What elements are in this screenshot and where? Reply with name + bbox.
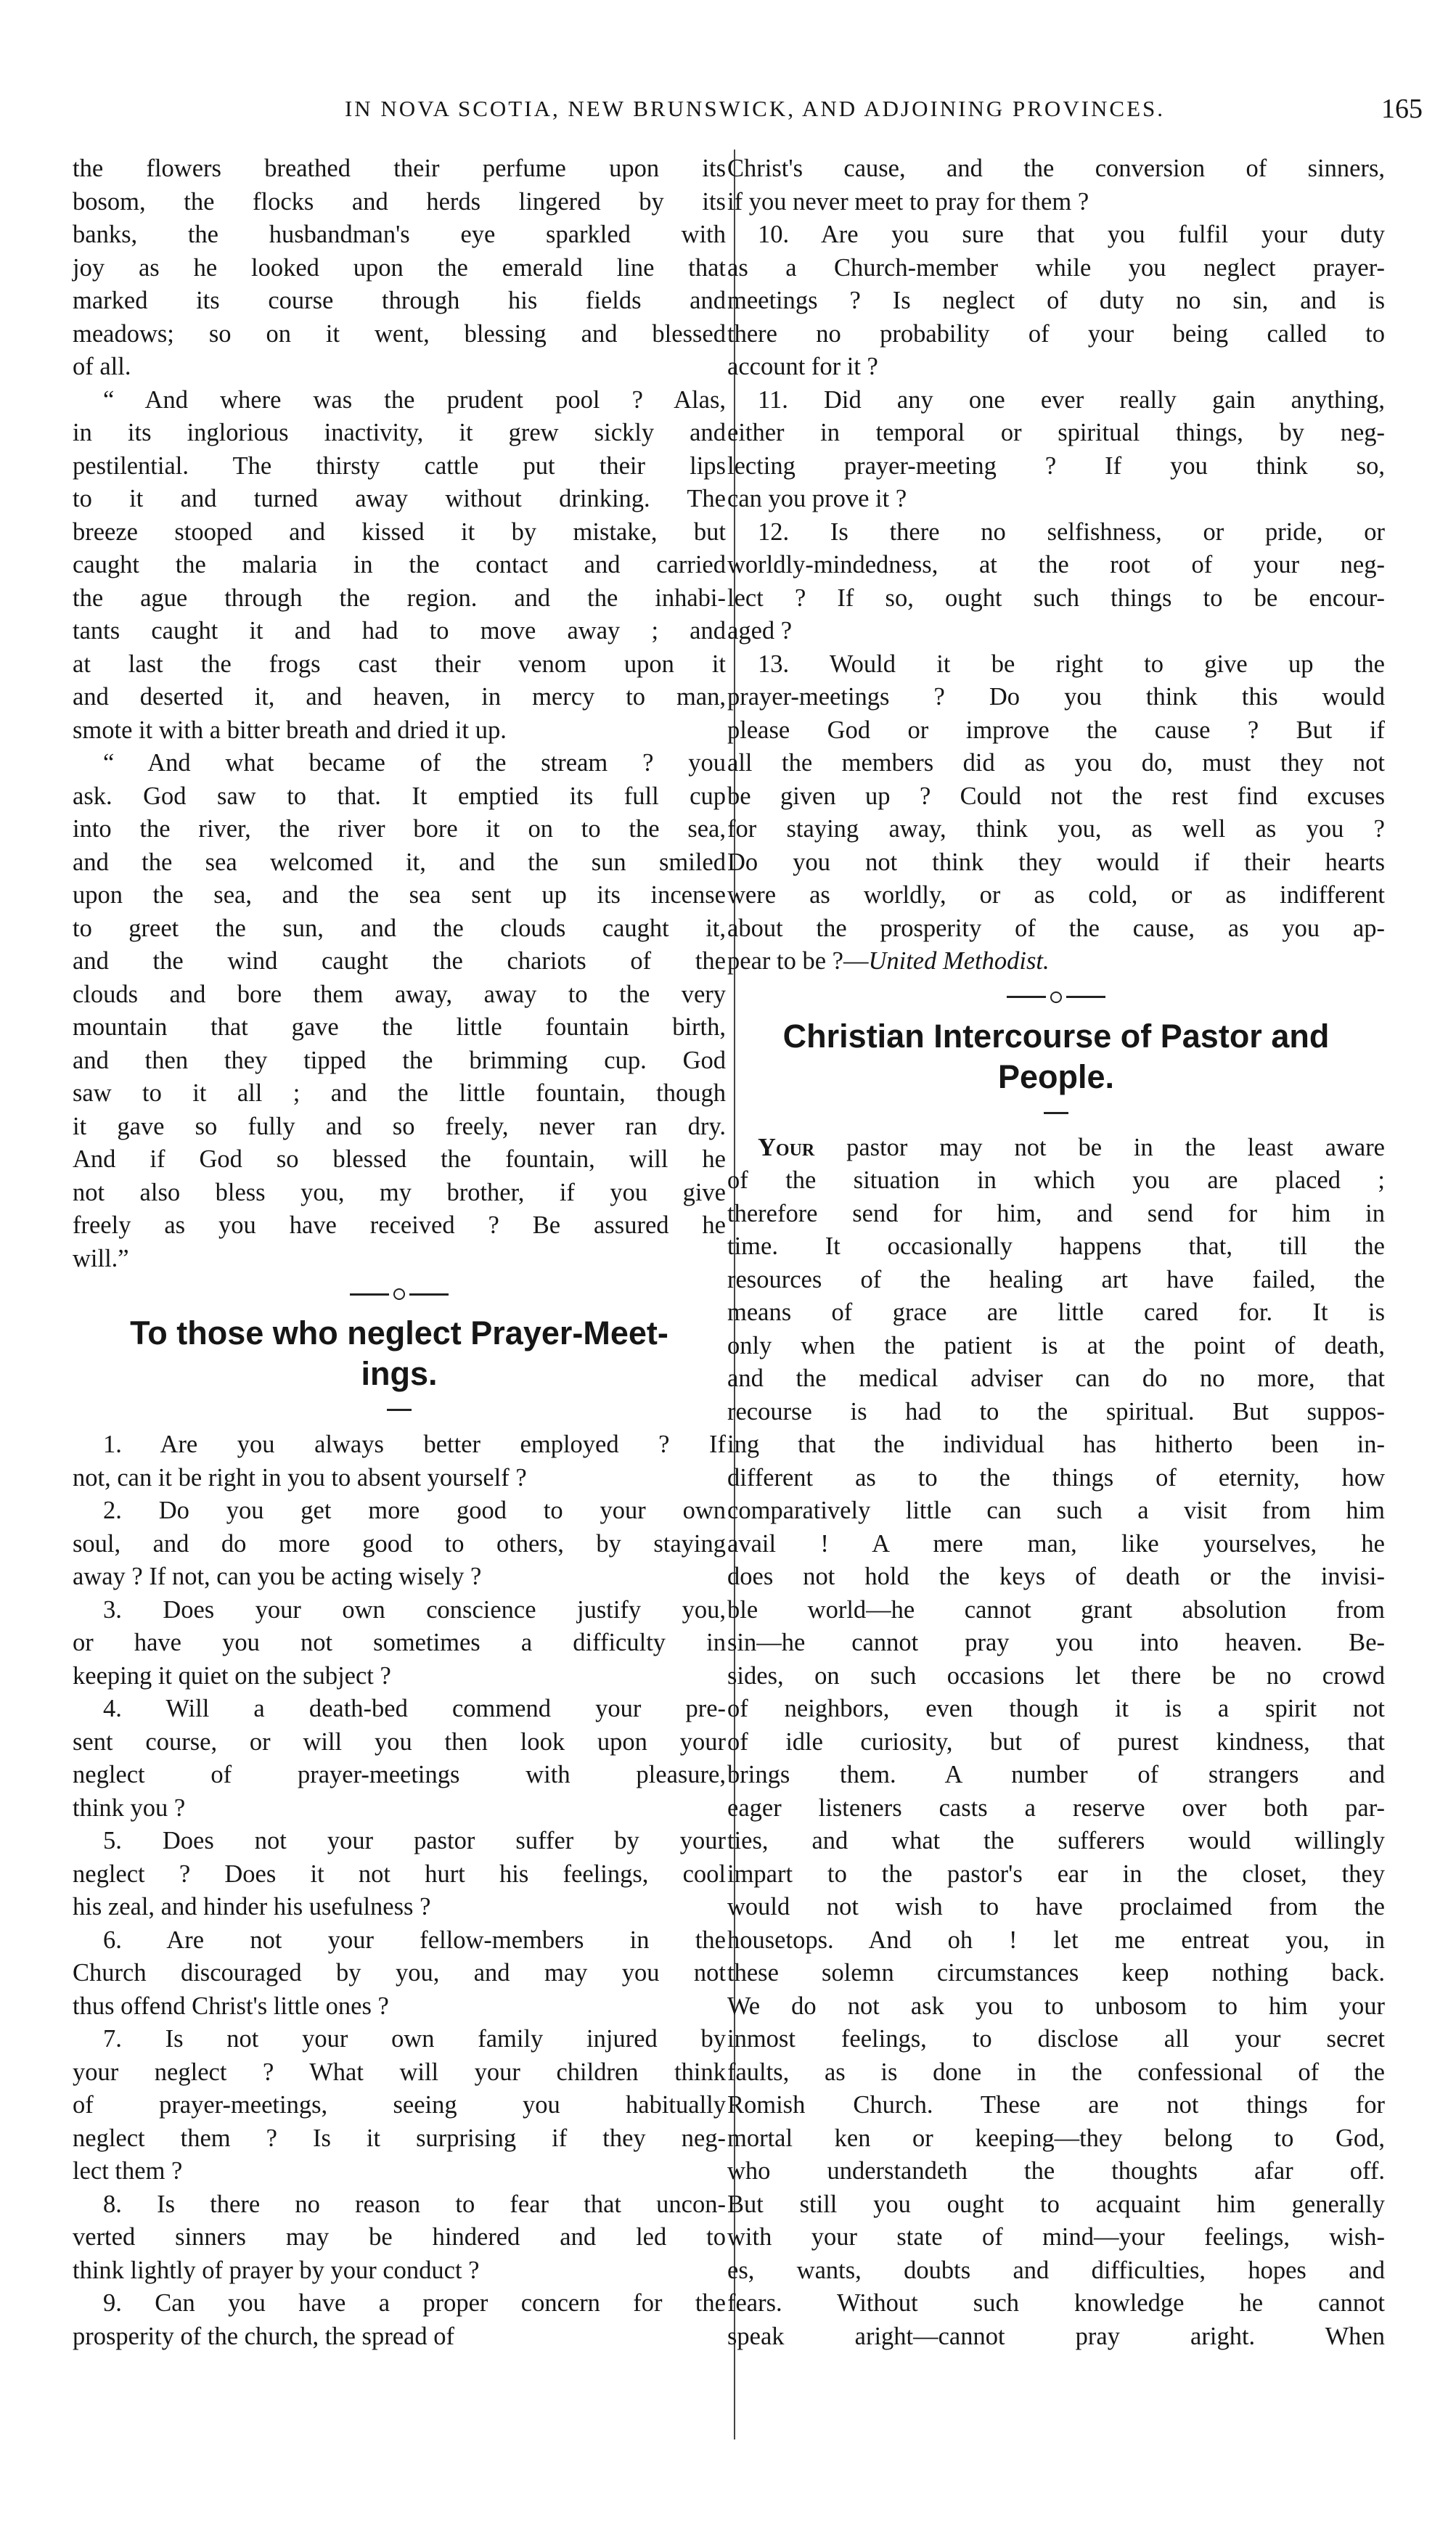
- text-line: think lightly of prayer by your conduct ?: [73, 2256, 480, 2284]
- text-line: freely as you have received ? Be assured he: [73, 1211, 726, 1239]
- text-line: impart to the pastor's ear in the closet, they: [727, 1860, 1385, 1888]
- text-line: We do not ask you to unbosom to him your: [727, 1992, 1385, 2020]
- text-line: and the sea welcomed it, and the sun smiled: [73, 848, 726, 876]
- text-line: 10. Are you sure that you fulfil your duty: [758, 221, 1385, 248]
- text-line: 13. Would it be right to give up the: [758, 650, 1385, 678]
- question-item: [73, 2287, 726, 2353]
- text-line: into the river, the river bore it on to the sea,: [73, 815, 726, 843]
- text-line: “ And what became of the stream ? you: [103, 749, 726, 777]
- text-line: ask. God saw to that. It emptied its full cup: [73, 782, 726, 810]
- text-line: recourse is had to the spiritual. But suppos-: [727, 1397, 1385, 1426]
- question-item: [727, 384, 1385, 516]
- text-line: faults, as is done in the confessional of the: [727, 2058, 1385, 2086]
- text-line: were as worldly, or as cold, or as indifferent: [727, 881, 1385, 909]
- question-item: [727, 218, 1385, 384]
- text-line: saw to it all ; and the little fountain, though: [73, 1079, 726, 1107]
- text-line: resources of the healing art have failed, the: [727, 1265, 1385, 1293]
- text-line: sin—he cannot pray you into heaven. Be-: [727, 1629, 1385, 1656]
- question-item: [73, 1693, 726, 1825]
- text-line: prosperity of the church, the spread of: [73, 2322, 454, 2350]
- text-line: of all.: [73, 353, 131, 380]
- title-line: People.: [997, 1058, 1115, 1095]
- text-line: away ? If not, can you be acting wisely ?: [73, 1563, 482, 1590]
- text-line: breeze stooped and kissed it by mistake, but: [73, 518, 726, 546]
- text-line: means of grace are little cared for. It is: [727, 1298, 1385, 1326]
- text-line: as a Church-member while you neglect prayer-: [727, 253, 1385, 282]
- text-line: account for it ?: [727, 353, 878, 380]
- text-line: And if God so blessed the fountain, will he: [73, 1145, 726, 1173]
- text-line: eager listeners casts a reserve over both par-: [727, 1793, 1385, 1822]
- text-line: verted sinners may be hindered and led to: [73, 2223, 726, 2251]
- title-dash: [1044, 1112, 1068, 1114]
- text-line: soul, and do more good to others, by staying: [73, 1529, 726, 1558]
- text-line: and the wind caught the chariots of the: [73, 947, 726, 975]
- attribution-line: [727, 945, 1385, 978]
- question-item: [73, 1494, 726, 1594]
- text-line: pestilential. The thirsty cattle put their lips: [73, 451, 726, 480]
- article-title-prayer-meetings: [73, 1313, 726, 1394]
- text-line: 12. Is there no selfishness, or pride, or: [758, 518, 1385, 546]
- text-line: will.”: [73, 1244, 129, 1272]
- text-line: 9. Can you have a proper concern for the: [103, 2289, 726, 2317]
- text-line: to greet the sun, and the clouds caught it,: [73, 914, 726, 942]
- question-item: [73, 1825, 726, 1924]
- text-line: prayer-meetings ? Do you think this would: [727, 683, 1385, 711]
- text-line: only when the patient is at the point of death,: [727, 1331, 1385, 1359]
- text-line: time. It occasionally happens that, till the: [727, 1232, 1385, 1260]
- text-line: lecting prayer-meeting ? If you think so,: [727, 451, 1385, 480]
- text-line: of prayer-meetings, seeing you habitually: [73, 2091, 726, 2119]
- text-line: 5. Does not your pastor suffer by your: [103, 1827, 726, 1854]
- question-item: [73, 1924, 726, 2024]
- paragraph-body: [727, 1164, 1385, 2353]
- text-line: not also bless you, my brother, if you give: [73, 1178, 726, 1206]
- text-line: 2. Do you get more good to your own: [103, 1497, 726, 1524]
- text-line: there no probability of your being called to: [727, 319, 1385, 348]
- text-line: “ And where was the prudent pool ? Alas,: [103, 385, 726, 414]
- text-line: Christ's cause, and the conversion of sinners,: [727, 155, 1385, 182]
- text-line: Your pastor may not be in the least aware: [758, 1133, 1385, 1161]
- text-line: avail ! A mere man, like yourselves, he: [727, 1529, 1385, 1558]
- running-head: IN NOVA SCOTIA, NEW BRUNSWICK, AND ADJOINING PROVINCES.: [344, 96, 1166, 121]
- text-line: banks, the husbandman's eye sparkled with: [73, 221, 726, 248]
- left-column: [73, 152, 726, 2353]
- text-line: caught the malaria in the contact and carried: [73, 551, 726, 578]
- text-line: it gave so fully and so freely, never ran dry.: [73, 1112, 726, 1140]
- text-line: with your state of mind—your feelings, wish-: [727, 2223, 1385, 2251]
- text-line: lect ? If so, ought such things to be encour-: [727, 584, 1385, 612]
- text-line: would not wish to have proclaimed from the: [727, 1893, 1385, 1921]
- text-line: inmost feelings, to disclose all your secret: [727, 2025, 1385, 2053]
- paragraph-pastor: [727, 1132, 1385, 2354]
- text-line: neglect ? Does it not hurt his feelings, cool: [73, 1860, 726, 1888]
- text-line: be given up ? Could not the rest find excuses: [727, 782, 1385, 810]
- text-line: or have you not sometimes a difficulty in: [73, 1629, 726, 1656]
- section-divider: [727, 978, 1385, 1012]
- question-item: [727, 152, 1385, 218]
- text-line: can you prove it ?: [727, 485, 907, 512]
- text-line: who understandeth the thoughts afar off.: [727, 2157, 1385, 2185]
- title-line: Christian Intercourse of Pastor and: [782, 1017, 1330, 1055]
- text-line: 4. Will a death-bed commend your pre-: [103, 1695, 726, 1722]
- text-line: please God or improve the cause ? But if: [727, 716, 1385, 744]
- text-line: ties, and what the sufferers would willingly: [727, 1827, 1385, 1854]
- text-line: in its inglorious inactivity, it grew sickly and: [73, 419, 726, 446]
- text-line: and then they tipped the brimming cup. God: [73, 1046, 726, 1074]
- text-line: pear to be ?—United Methodist.: [727, 947, 1050, 975]
- question-item: [73, 2188, 726, 2288]
- text-line: 11. Did any one ever really gain anything,: [758, 385, 1385, 414]
- text-line: comparatively little can such a visit from him: [727, 1497, 1385, 1524]
- text-line: upon the sea, and the sea sent up its incense: [73, 881, 726, 909]
- source-attribution: United Methodist.: [868, 947, 1050, 975]
- text-line: the ague through the region. and the inhabi-: [73, 584, 726, 612]
- title-line: To those who neglect Prayer-Meet-: [130, 1314, 668, 1351]
- text-line: bosom, the flocks and herds lingered by its: [73, 187, 726, 216]
- text-line: meetings ? Is neglect of duty no sin, and is: [727, 287, 1385, 314]
- text-line: But still you ought to acquaint him generally: [727, 2190, 1385, 2218]
- text-line: sides, on such occasions let there be no crowd: [727, 1661, 1385, 1690]
- text-line: fears. Without such knowledge he cannot: [727, 2289, 1385, 2317]
- text-line: marked its course through his fields and: [73, 287, 726, 314]
- text-line: 3. Does your own conscience justify you,: [103, 1595, 726, 1624]
- text-line: for staying away, think you, as well as you ?: [727, 815, 1385, 843]
- text-line: to it and turned away without drinking. The: [73, 485, 726, 512]
- text-line: thus offend Christ's little ones ?: [73, 1992, 389, 2020]
- text-line: speak aright—cannot pray aright. When: [727, 2322, 1385, 2350]
- text-line: 8. Is there no reason to fear that uncon-: [103, 2190, 726, 2218]
- text-line: joy as he looked upon the emerald line that: [73, 253, 726, 282]
- page-number: 165: [1381, 94, 1423, 124]
- text-line: keeping it quiet on the subject ?: [73, 1661, 391, 1690]
- first-word: Your: [758, 1133, 815, 1161]
- text-line: 1. Are you always better employed ? If: [103, 1431, 726, 1458]
- title-dash: [387, 1409, 412, 1411]
- text-line: of the situation in which you are placed ;: [727, 1166, 1385, 1194]
- text-line: and the medical adviser can do no more, that: [727, 1365, 1385, 1392]
- text-line: and deserted it, and heaven, in mercy to man,: [73, 683, 726, 711]
- numbered-questions: [73, 1428, 726, 2353]
- question-item: [727, 648, 1385, 946]
- text-line: lect them ?: [73, 2157, 183, 2185]
- text-line: Do you not think they would if their hearts: [727, 848, 1385, 876]
- text-line: about the prosperity of the cause, as you ap-: [727, 914, 1385, 942]
- text-line: different as to the things of eternity, how: [727, 1463, 1385, 1492]
- text-line: aged ?: [727, 617, 793, 645]
- text-line: think you ?: [73, 1793, 186, 1822]
- question-item: [73, 2023, 726, 2188]
- text-line: either in temporal or spiritual things, by neg-: [727, 419, 1385, 446]
- text-line: meadows; so on it went, blessing and blessed: [73, 319, 726, 348]
- text-line: not, can it be right in you to absent yourself ?: [73, 1463, 527, 1492]
- text-line: neglect of prayer-meetings with pleasure,: [73, 1761, 726, 1788]
- right-column: [727, 152, 1385, 2353]
- text-line: your neglect ? What will your children think: [73, 2058, 726, 2086]
- section-divider: [73, 1275, 726, 1309]
- text-line: if you never meet to pray for them ?: [727, 187, 1089, 216]
- text-line: mortal ken or keeping—they belong to God,: [727, 2124, 1385, 2152]
- text-line: es, wants, doubts and difficulties, hopes and: [727, 2256, 1385, 2284]
- text-line: ing that the individual has hitherto been in-: [727, 1431, 1385, 1458]
- page-header: [73, 96, 1423, 139]
- text-line: brings them. A number of strangers and: [727, 1761, 1385, 1788]
- text-line: worldly-mindedness, at the root of your neg-: [727, 551, 1385, 578]
- text-line: therefore send for him, and send for him in: [727, 1199, 1385, 1227]
- question-item: [73, 1594, 726, 1693]
- text-line: does not hold the keys of death or the invisi-: [727, 1563, 1385, 1590]
- text-line: Romish Church. These are not things for: [727, 2091, 1385, 2119]
- paragraph-stream: [73, 747, 726, 1275]
- text-line: of idle curiosity, but of purest kindness, that: [727, 1727, 1385, 1756]
- text-line: Church discouraged by you, and may you not: [73, 1959, 726, 1987]
- text-line: his zeal, and hinder his usefulness ?: [73, 1893, 431, 1921]
- numbered-questions-continued: [727, 152, 1385, 945]
- text-line: of neighbors, even though it is a spirit not: [727, 1695, 1385, 1722]
- text-line: tants caught it and had to move away ; and: [73, 617, 726, 645]
- article-title-pastor-people: [727, 1016, 1385, 1097]
- text-line: 7. Is not your own family injured by: [103, 2025, 726, 2053]
- text-line: housetops. And oh ! let me entreat you, in: [727, 1926, 1385, 1954]
- text-line: neglect them ? Is it surprising if they neg-: [73, 2124, 726, 2152]
- paragraph-flowers: [73, 152, 726, 384]
- text-line: 6. Are not your fellow-members in the: [103, 1926, 726, 1954]
- text-line: ble world—he cannot grant absolution from: [727, 1595, 1385, 1624]
- text-line: the flowers breathed their perfume upon its: [73, 155, 726, 182]
- text-line: smote it with a bitter breath and dried it up.: [73, 716, 507, 744]
- paragraph-prudent-pool: [73, 384, 726, 748]
- question-item: [727, 516, 1385, 648]
- text-line: at last the frogs cast their venom upon it: [73, 650, 726, 678]
- text-line: these solemn circumstances keep nothing back.: [727, 1959, 1385, 1987]
- text-line: all the members did as you do, must they not: [727, 749, 1385, 777]
- text-line: mountain that gave the little fountain birth,: [73, 1013, 726, 1041]
- question-item: [73, 1428, 726, 1494]
- title-line: ings.: [361, 1355, 438, 1392]
- text-line: clouds and bore them away, away to the very: [73, 980, 726, 1008]
- text-line: sent course, or will you then look upon your: [73, 1727, 726, 1756]
